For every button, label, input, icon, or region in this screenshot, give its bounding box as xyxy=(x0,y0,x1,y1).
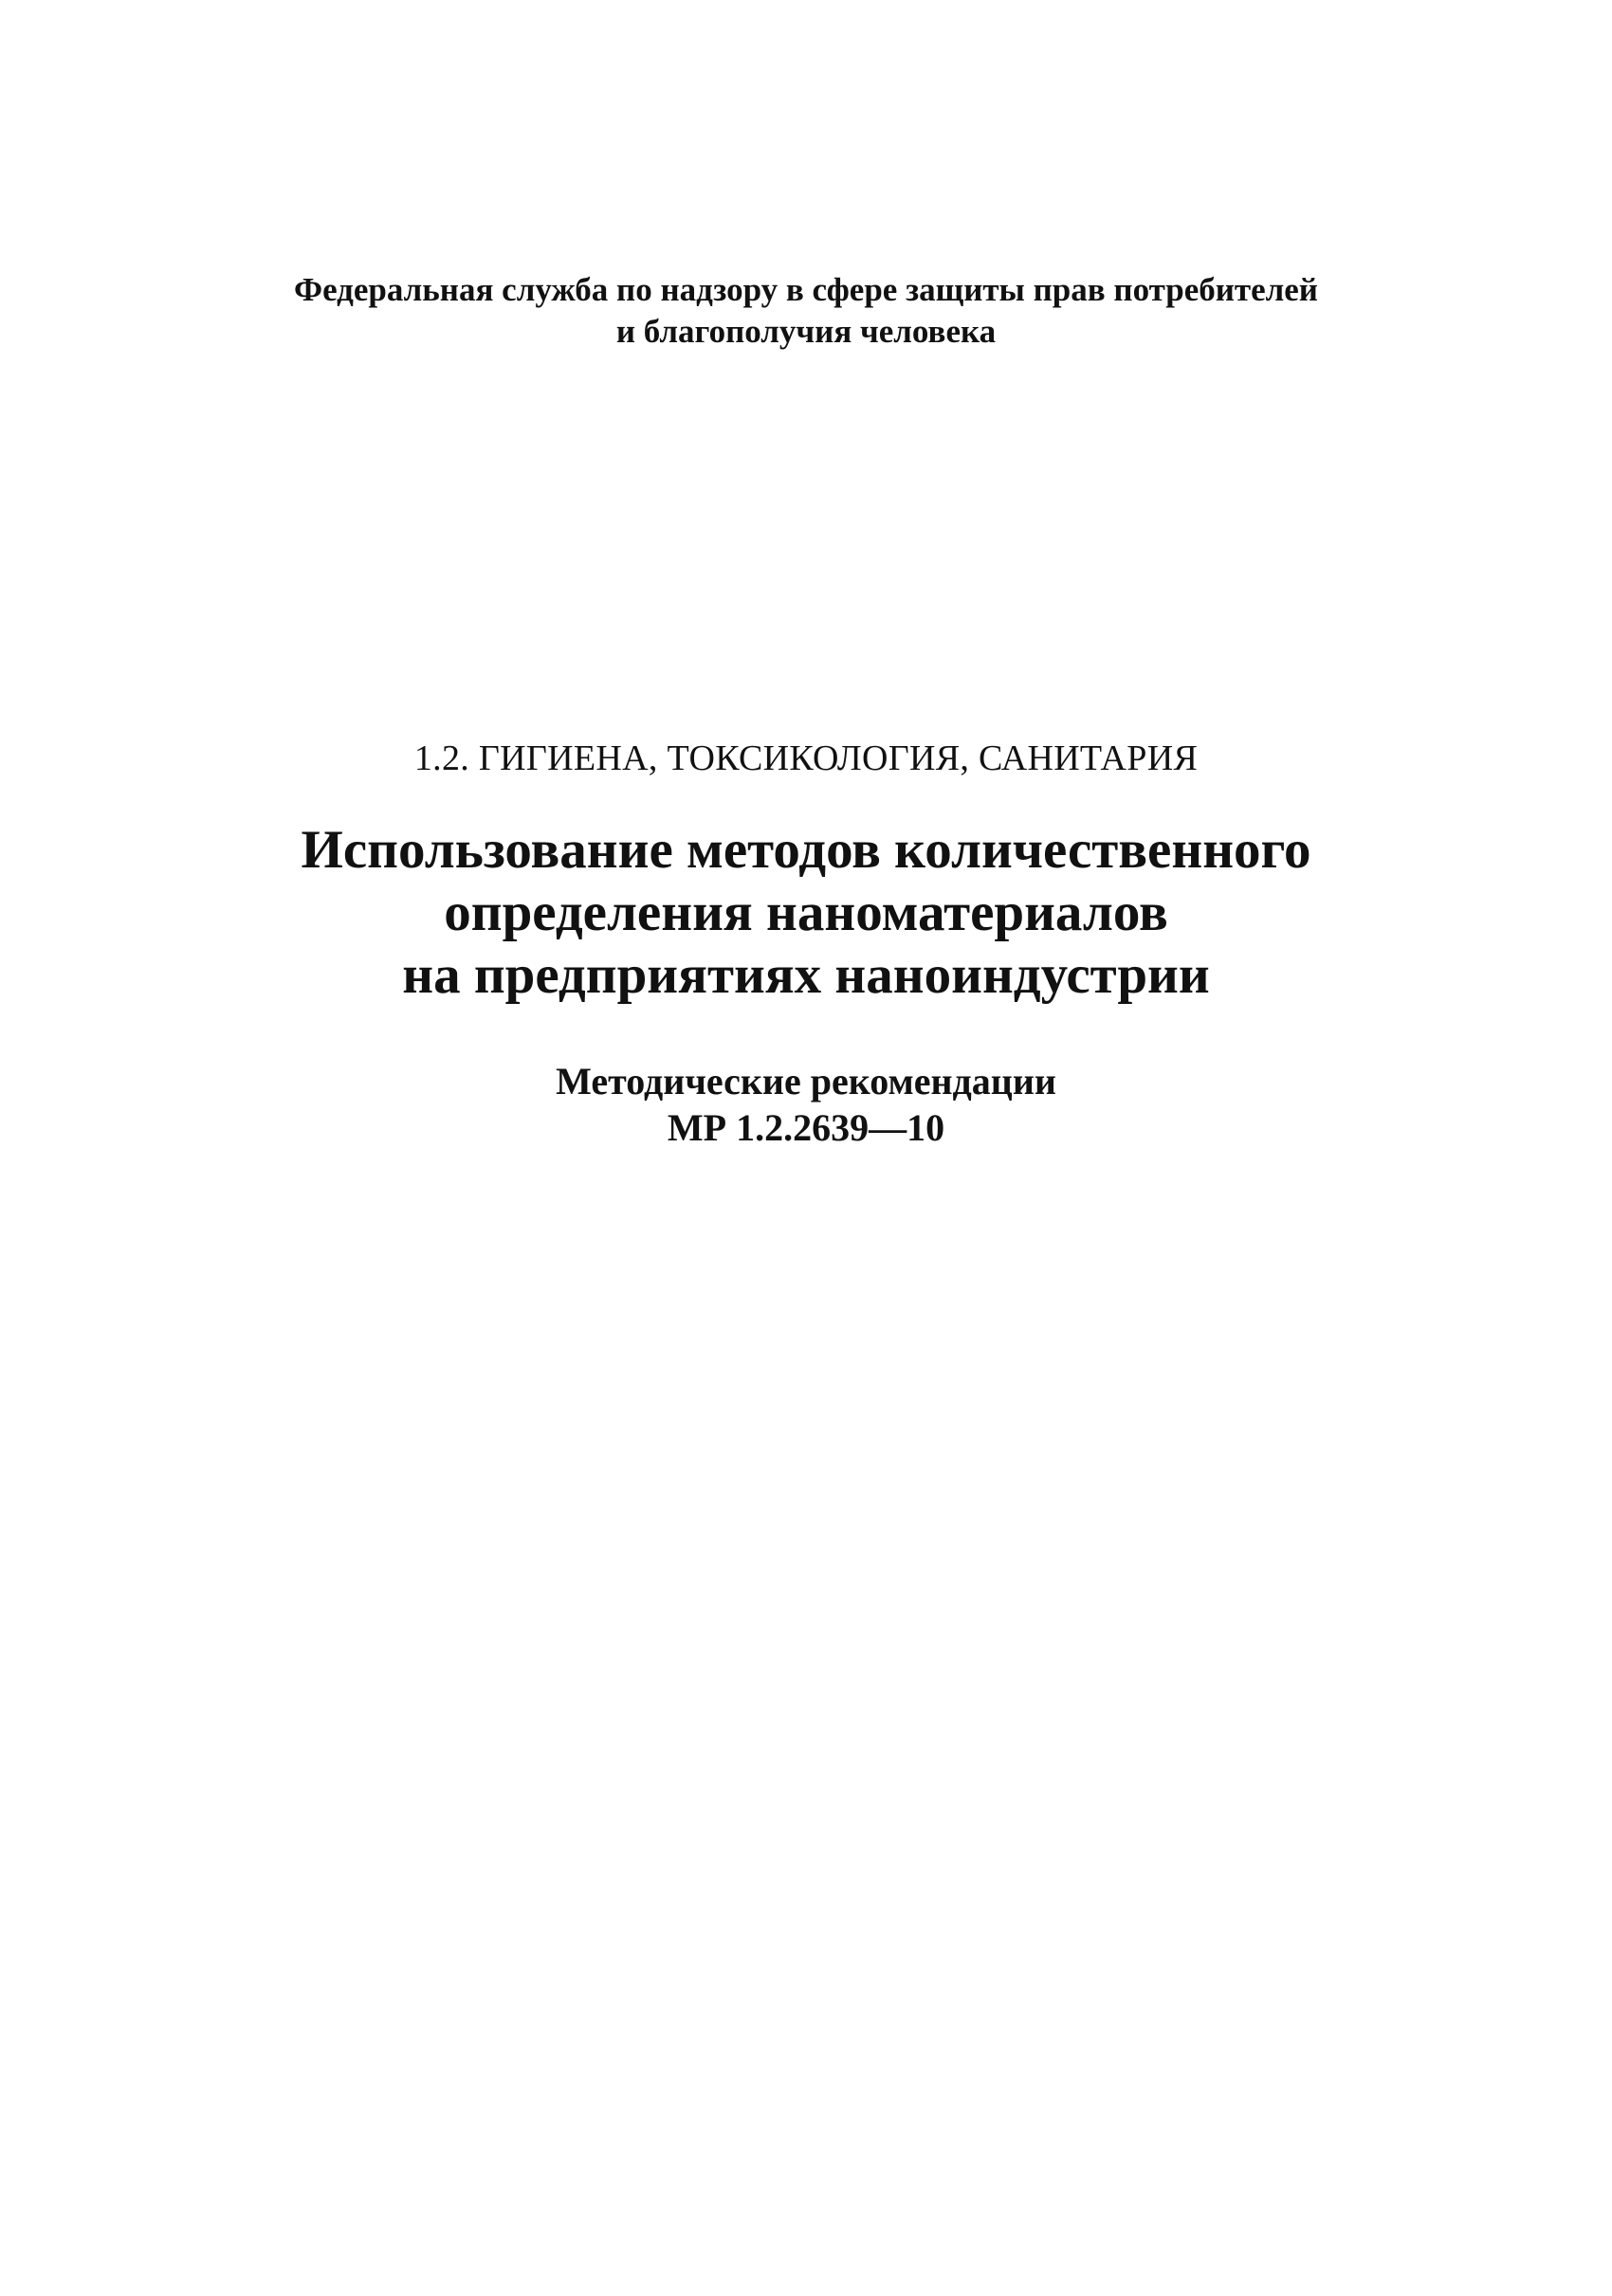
agency-line-2: и благополучия человека xyxy=(615,313,997,350)
document-type-label: Методические рекомендации xyxy=(556,1060,1056,1102)
document-type xyxy=(0,1058,1612,1151)
title-line-2: определения наноматериалов xyxy=(444,883,1168,942)
issuing-agency xyxy=(0,269,1612,353)
section-heading xyxy=(0,737,1612,780)
title-line-3: на предприятиях наноиндустрии xyxy=(402,945,1210,1005)
title-line-1: Использование методов количественного xyxy=(301,820,1311,880)
document-title xyxy=(0,819,1612,1007)
section-heading-text: 1.2. ГИГИЕНА, ТОКСИКОЛОГИЯ, САНИТАРИЯ xyxy=(413,738,1199,778)
document-code: МР 1.2.2639—10 xyxy=(667,1106,945,1149)
agency-line-1: Федеральная служба по надзору в сфере защиты прав потребителей xyxy=(294,271,1318,308)
